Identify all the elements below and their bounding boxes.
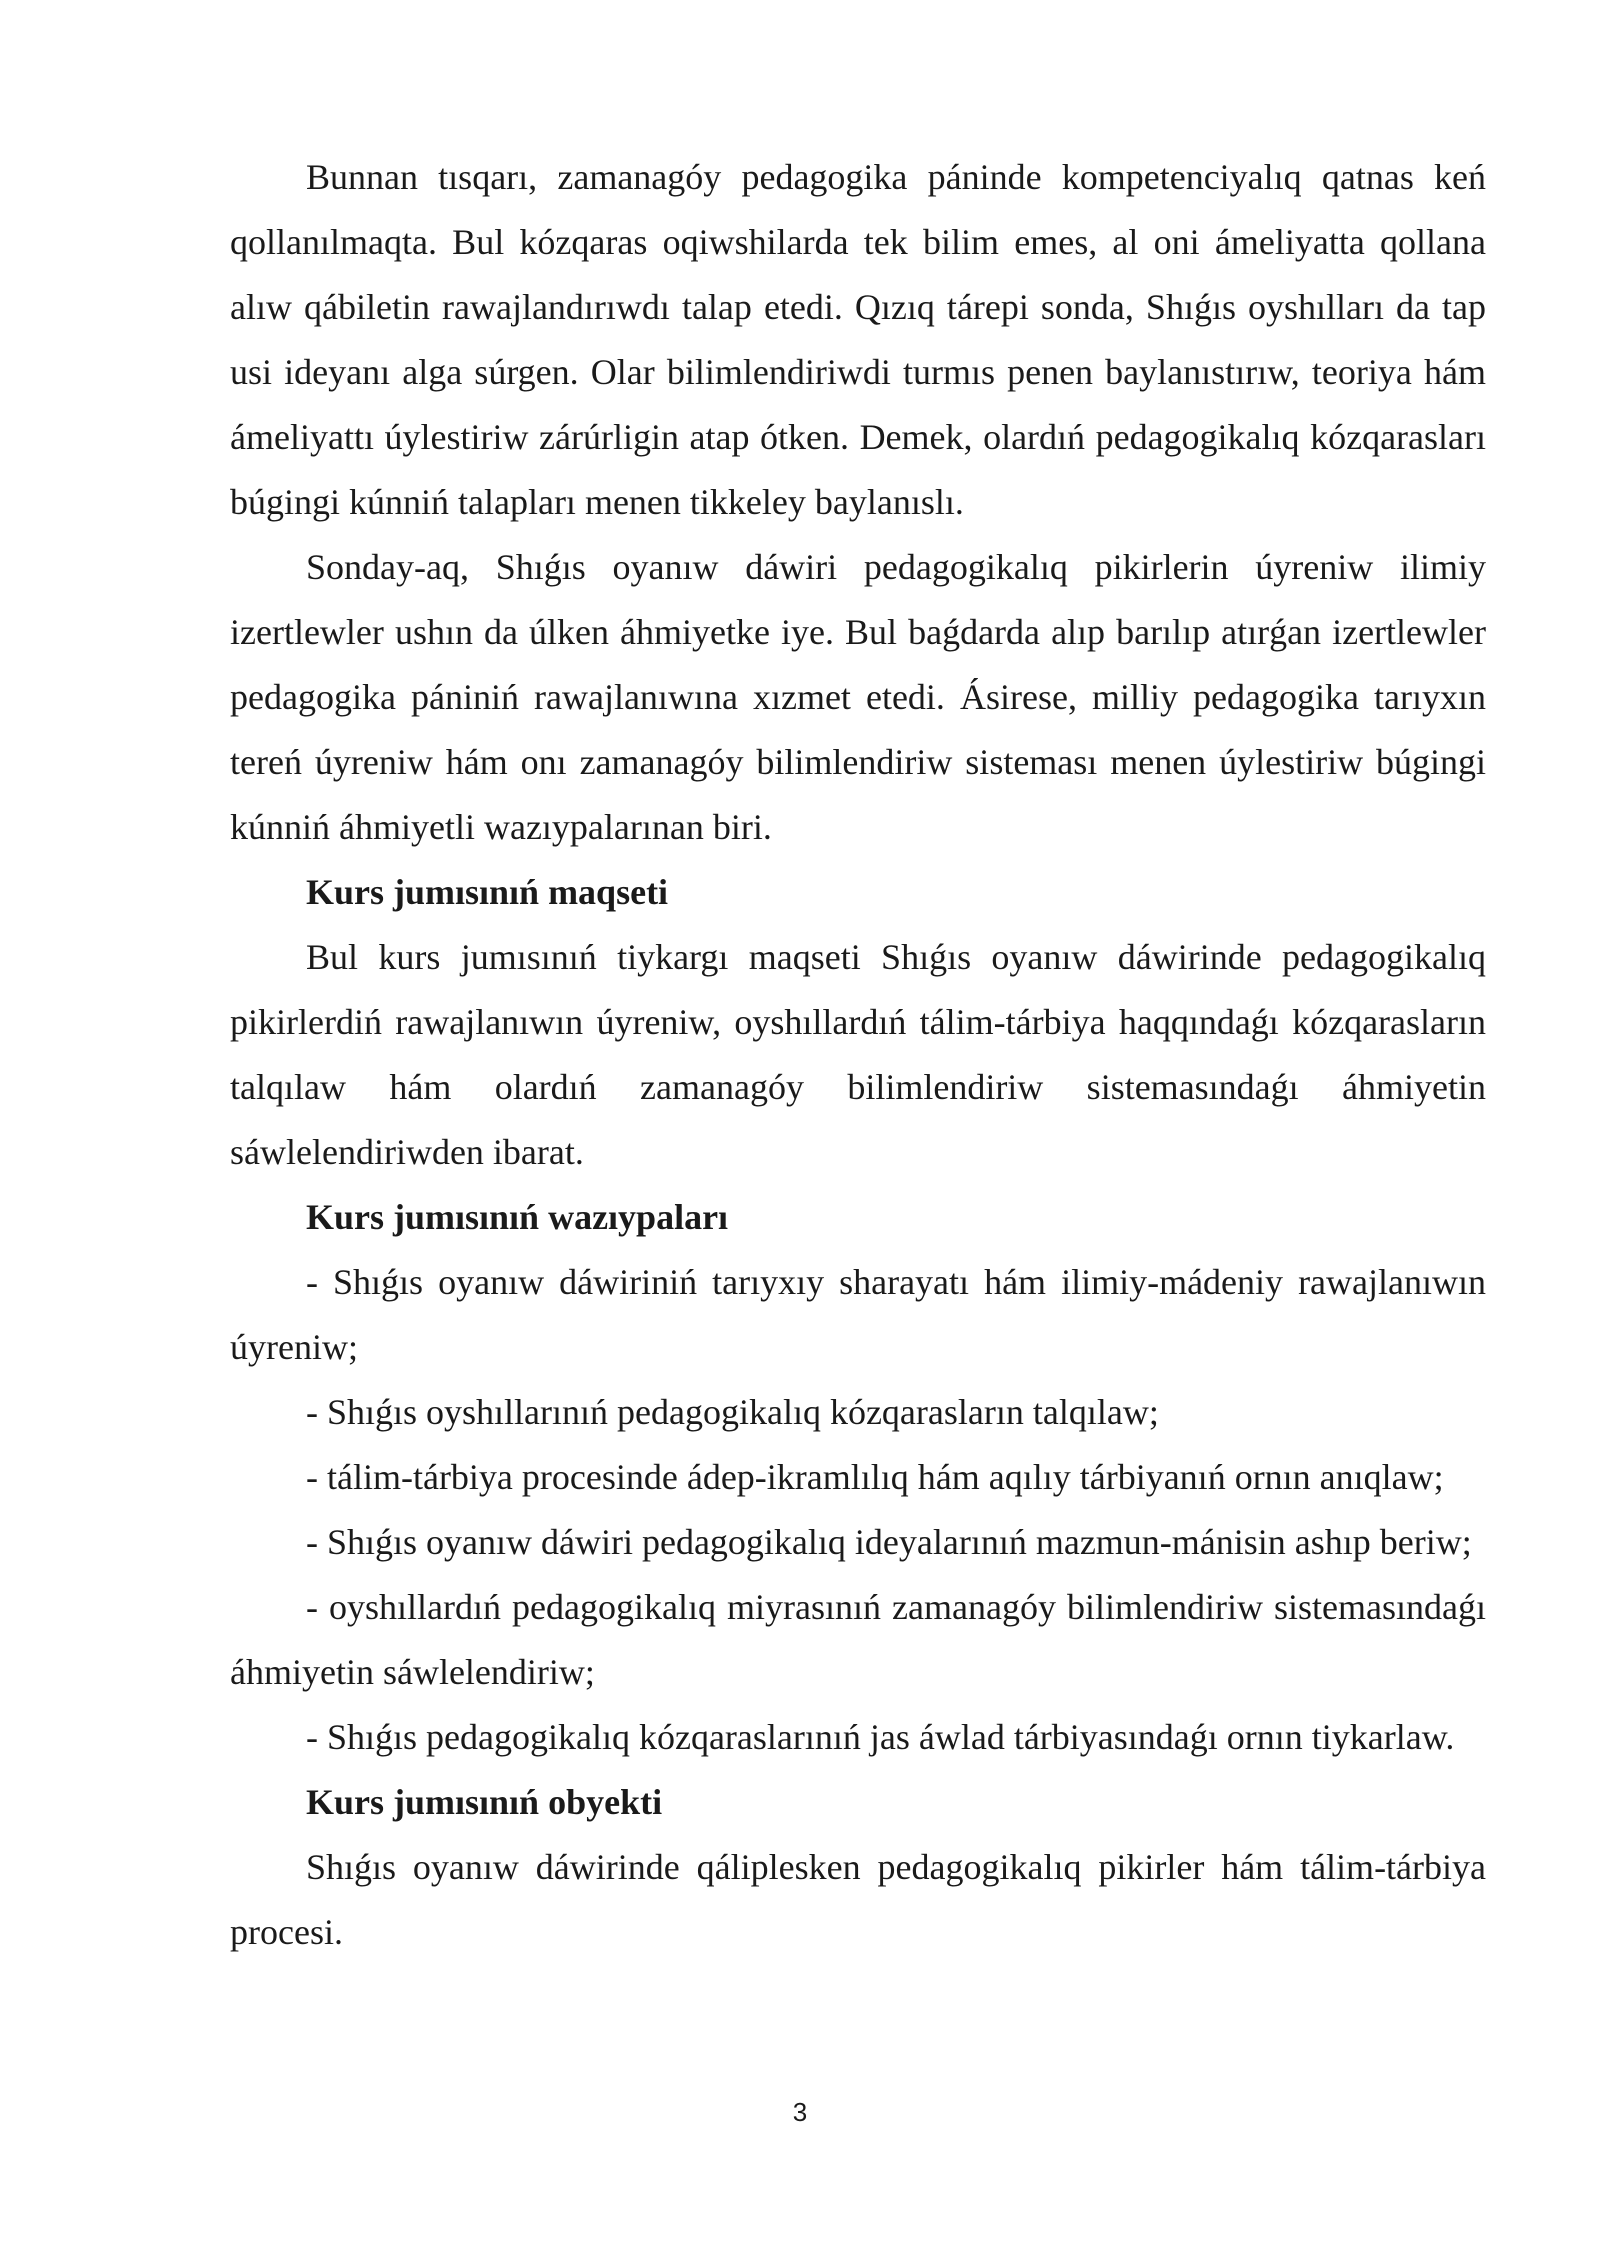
heading-goal: Kurs jumısınıń maqseti: [306, 872, 669, 912]
task-item: - Shıǵıs oyanıw dáwiri pedagogikalıq ideyalarınıń mazmun-mánisin ashıp beriw;: [306, 1522, 1472, 1562]
task-item: - Shıǵıs oyshıllarınıń pedagogikalıq kózqarasların talqılaw;: [306, 1392, 1159, 1432]
task-item: - Shıǵıs oyanıw dáwiriniń tarıyxıy sharayatı hám ilimiy-mádeniy rawajlanıwın úyreniw;: [230, 1262, 1486, 1367]
paragraph-goal: Bul kurs jumısınıń tiykargı maqseti Shıǵıs oyanıw dáwirinde pedagogikalıq pikirlerdiń rawajlanıwın úyreniw, oyshıllardıń tálim-tárbiya haqqındaǵı kózqarasların talqılaw hám olardıń zamanagóy bilimlendiriw sistemasındaǵı áhmiyetin sáwlelendiriwden ibarat.: [230, 937, 1486, 1172]
paragraph-competency: Bunnan tısqarı, zamanagóy pedagogika páninde kompetenciyalıq qatnas keń qollanılmaqta. Bul kózqaras oqiwshilarda tek bilim emes, al oni ámeliyatta qollana alıw qábiletin rawajlandırıwdı talap etedi. Qızıq tárepi sonda, Shıǵıs oyshılları da tap usi ideyanı alga súrgen. Olar bilimlendiriwdi turmıs penen baylanıstırıw, teoriya hám ámeliyattı úylestiriw zárúrligin atap ótken. Demek, olardıń pedagogikalıq kózqarasları búgingi kúnniń talapları menen tikkeley baylanıslı.: [230, 157, 1486, 522]
paragraph-object: Shıǵıs oyanıw dáwirinde qáliplesken pedagogikalıq pikirler hám tálim-tárbiya procesi.: [230, 1847, 1486, 1952]
body-text: [230, 145, 1486, 1965]
heading-object: Kurs jumısınıń obyekti: [306, 1782, 663, 1822]
task-item: - tálim-tárbiya procesinde ádep-ikramlılıq hám aqılıy tárbiyanıń ornın anıqlaw;: [306, 1457, 1444, 1497]
task-item: - oyshıllardıń pedagogikalıq miyrasınıń zamanagóy bilimlendiriw sistemasındaǵı áhmiyetin sáwlelendiriw;: [230, 1587, 1486, 1692]
paragraph-research: Sonday-aq, Shıǵıs oyanıw dáwiri pedagogikalıq pikirlerin úyreniw ilimiy izertlewler ushın da úlken áhmiyetke iye. Bul baǵdarda alıp barılıp atırǵan izertlewler pedagogika pániniń rawajlanıwına xızmet etedi. Ásirese, milliy pedagogika tarıyxın tereń úyreniw hám onı zamanagóy bilimlendiriw sisteması menen úylestiriw búgingi kúnniń áhmiyetli wazıypalarınan biri.: [230, 547, 1486, 847]
task-item: - Shıǵıs pedagogikalıq kózqaraslarınıń jas áwlad tárbiyasındaǵı ornın tiykarlaw.: [306, 1717, 1455, 1757]
heading-tasks: Kurs jumısınıń wazıypaları: [306, 1197, 729, 1237]
page-number: 3: [792, 2097, 808, 2127]
